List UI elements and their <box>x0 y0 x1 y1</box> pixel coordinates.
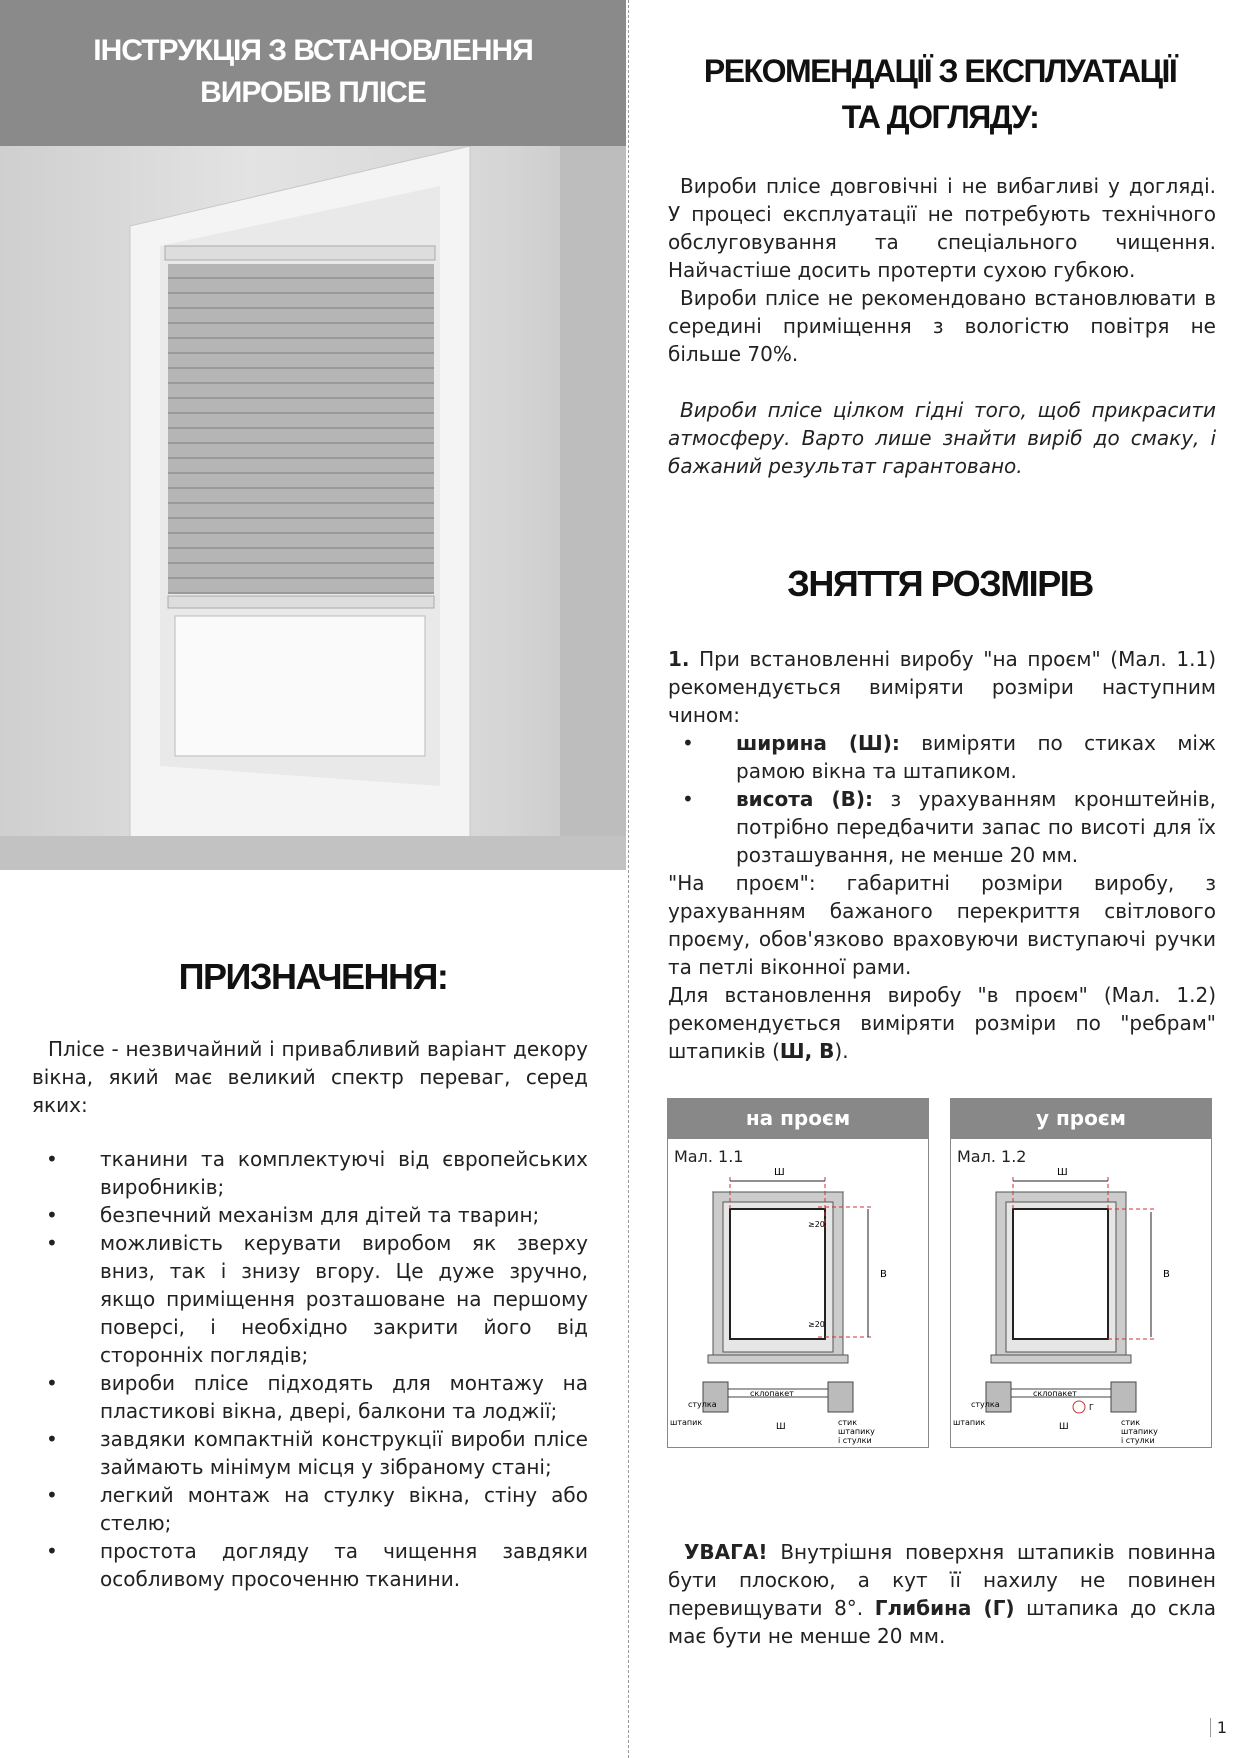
page-number: 1 <box>1210 1718 1227 1737</box>
measure-width-item: • ширина (Ш): виміряти по стиках між рамою вікна та штапиком. <box>668 729 1216 785</box>
care-paragraph-2: Вироби плісе не рекомендовано встановлювати в середині приміщення з вологістю повітря не більше 70%. <box>668 286 1216 366</box>
figure-1-1 <box>667 1098 929 1448</box>
advantage-item: • тканини та комплектуючі від європейських виробників; <box>32 1145 588 1201</box>
page-divider <box>628 0 629 1758</box>
advantage-item: • простота догляду та чищення завдяки особливому просоченню тканини. <box>32 1537 588 1593</box>
svg-text:стулка: стулка <box>971 1400 1000 1409</box>
warning-note: УВАГА! Внутрішня поверхня штапиків повинна бути плоскою, а кут її нахилу не повинен перевищувати 8°. Глибина (Г) штапика до скла має бути не менше 20 мм. <box>668 1540 1217 1648</box>
title-line-2: ВИРОБІВ ПЛІСЕ <box>200 76 426 109</box>
svg-text:В: В <box>1163 1269 1170 1280</box>
svg-text:стик: стик <box>838 1418 858 1427</box>
svg-text:і стулки: і стулки <box>838 1436 872 1445</box>
svg-text:штапику: штапику <box>838 1427 875 1436</box>
window-photo <box>0 146 626 870</box>
title-banner <box>0 0 626 146</box>
svg-text:штапик: штапик <box>953 1418 986 1427</box>
svg-text:≥20: ≥20 <box>808 1320 825 1329</box>
measure-heading: ЗНЯТТЯ РОЗМІРІВ <box>787 563 1093 604</box>
care-paragraph-1: Вироби плісе довговічні і не вибагливі у догляді. У процесі експлуатації не потребують технічного обслуговування та спеціального чищення. Найчастіше досить протерти сухою губкою. <box>668 174 1216 282</box>
advantage-item: • безпечний механізм для дітей та тварин; <box>32 1201 588 1229</box>
advantage-item: • завдяки компактній конструкції вироби плісе займають мінімум місця у зібраному стані; <box>32 1425 588 1481</box>
title-line-1: ІНСТРУКЦІЯ З ВСТАНОВЛЕННЯ <box>93 34 533 67</box>
svg-text:Ш: Ш <box>776 1422 786 1432</box>
svg-text:і стулки: і стулки <box>1121 1436 1155 1445</box>
svg-text:Ш: Ш <box>1059 1422 1069 1432</box>
advantage-item: • легкий монтаж на стулку вікна, стіну або стелю; <box>32 1481 588 1537</box>
figure-1-header: на проєм <box>668 1099 928 1139</box>
svg-text:В: В <box>880 1269 887 1280</box>
measure-text: 1. При встановленні виробу "на проєм" (Мал. 1.1) рекомендується виміряти розміри наступним чином: • ширина (Ш): виміряти по стиках між рамою вікна та штапиком. • висота (В): з урахуванням кронштейнів, потрібно передбачити запас по висоті для їх розташування, не менше 20 мм. "На проєм": габаритні розміри виробу, з урахуванням бажаного перекриття світлового проєму, обов'язково враховуючи виступаючі ручки та петлі віконної рами. Для встановлення виробу "в проєм" (Мал. 1.2) рекомендується виміряти розміри по "ребрам" штапиків (Ш, В). <box>668 645 1216 1065</box>
svg-text:штапику: штапику <box>1121 1427 1158 1436</box>
purpose-heading: ПРИЗНАЧЕННЯ: <box>178 956 448 997</box>
svg-text:склопакет: склопакет <box>1033 1389 1077 1398</box>
care-paragraph-3: Вироби плісе цілком гідні того, щоб прикрасити атмосферу. Варто лише знайти виріб до смаку, і бажаний результат гарантовано. <box>668 398 1216 478</box>
figure-1-caption: Мал. 1.1 <box>674 1147 744 1166</box>
care-text <box>668 172 1216 480</box>
svg-text:склопакет: склопакет <box>750 1389 794 1398</box>
svg-text:Г: Г <box>1089 1403 1094 1412</box>
care-heading: РЕКОМЕНДАЦІЇ З ЕКСПЛУАТАЦІЇ ТА ДОГЛЯДУ: <box>703 53 1177 135</box>
figure-2-caption: Мал. 1.2 <box>957 1147 1027 1166</box>
svg-text:стулка: стулка <box>688 1400 717 1409</box>
svg-text:≥20: ≥20 <box>808 1220 825 1229</box>
svg-text:штапик: штапик <box>670 1418 703 1427</box>
figure-1-2 <box>950 1098 1212 1448</box>
svg-text:Ш: Ш <box>774 1167 785 1178</box>
svg-text:стик: стик <box>1121 1418 1141 1427</box>
advantage-item: • можливість керувати виробом як зверху вниз, так і знизу вгору. Це дуже зручно, якщо приміщення розташоване на першому поверсі, і необхідно закрити його від сторонніх поглядів; <box>32 1229 588 1369</box>
purpose-intro: Плісе - незвичайний і привабливий варіант декору вікна, який має великий спектр переваг, серед яких: <box>32 1037 588 1117</box>
svg-text:Ш: Ш <box>1057 1167 1068 1178</box>
measure-paragraph-2: "На проєм": габаритні розміри виробу, з урахуванням бажаного перекриття світлового проєму, обов'язково враховуючи виступаючі ручки та петлі віконної рами. <box>668 871 1216 979</box>
pleated-fabric <box>168 264 434 594</box>
figure-2-header: у проєм <box>951 1099 1211 1139</box>
measure-paragraph-3: Для встановлення виробу "в проєм" (Мал. 1.2) рекомендується виміряти розміри по "ребрам" штапиків (Ш, В). <box>668 983 1216 1063</box>
advantages-list <box>32 1145 588 1593</box>
advantage-item: • вироби плісе підходять для монтажу на пластикові вікна, двері, балкони та лоджії; <box>32 1369 588 1425</box>
measure-height-item: • висота (В): з урахуванням кронштейнів, потрібно передбачити запас по висоті для їх розташування, не менше 20 мм. <box>668 785 1216 869</box>
